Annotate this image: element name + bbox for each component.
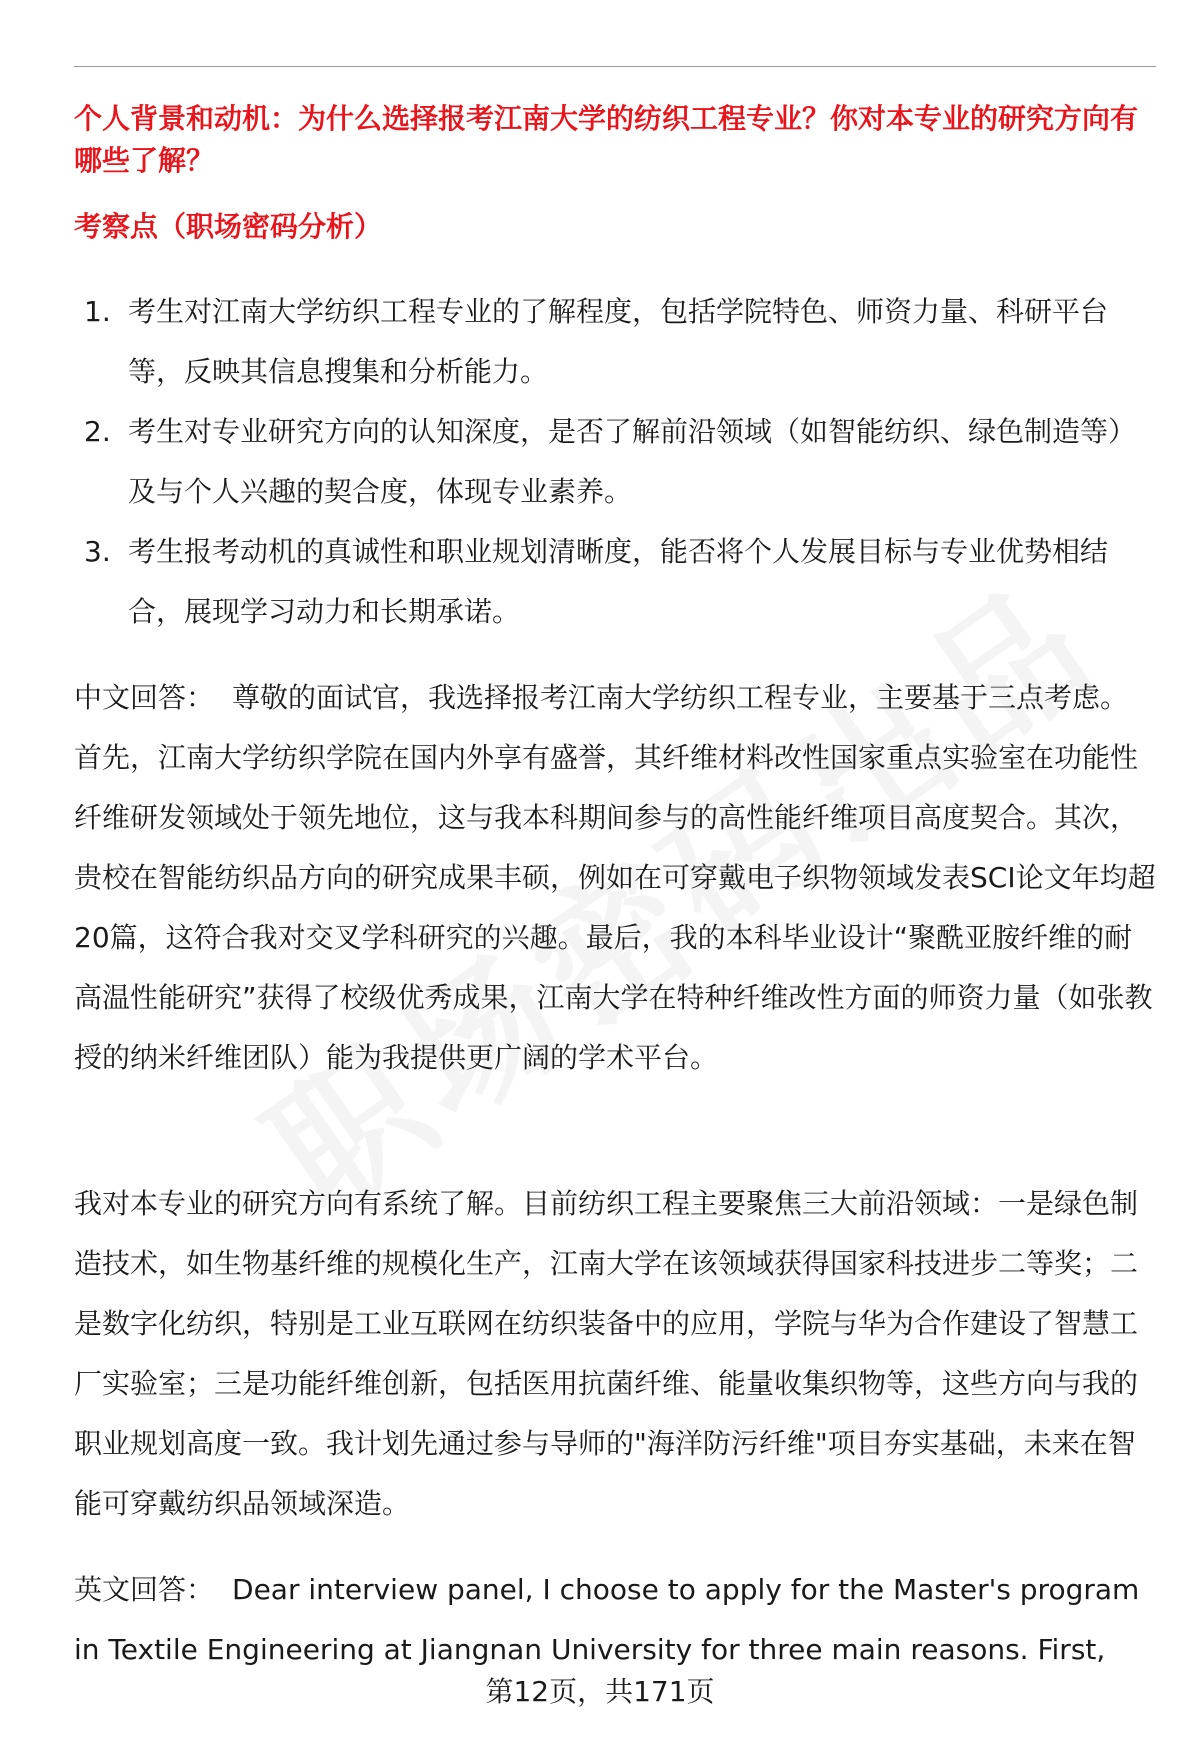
list-item-text: 考生对专业研究方向的认知深度，是否了解前沿领域（如智能纺织、绿色制造等）及与个人兴趣的契合度，体现专业素养。 — [128, 415, 1137, 508]
english-answer-label: 英文回答： — [74, 1573, 215, 1606]
list-item-text: 考生对江南大学纺织工程专业的了解程度，包括学院特色、师资力量、科研平台等，反映其信息搜集和分析能力。 — [128, 295, 1109, 388]
page-number-footer: 第12页，共171页 — [485, 1675, 715, 1708]
list-item-number: 3. — [84, 535, 111, 568]
list-item — [74, 282, 1156, 402]
section-label: 考察点（职场密码分析） — [74, 210, 383, 243]
english-answer-paragraph — [74, 1560, 1156, 1680]
chinese-answer-paragraph — [74, 668, 1156, 1088]
list-item — [74, 522, 1156, 642]
list-item-number: 2. — [84, 415, 111, 448]
question-heading: 个人背景和动机：为什么选择报考江南大学的纺织工程专业？你对本专业的研究方向有哪些了解？ — [74, 102, 1139, 177]
assessment-points-list — [74, 282, 1156, 642]
chinese-answer-label: 中文回答： — [74, 681, 215, 714]
header-divider — [74, 66, 1156, 67]
chinese-answer-text: 尊敬的面试官，我选择报考江南大学纺织工程专业，主要基于三点考虑。首先，江南大学纺织学院在国内外享有盛誉，其纤维材料改性国家重点实验室在功能性纤维研发领域处于领先地位，这与我本科期间参与的高性能纤维项目高度契合。其次，贵校在智能纺织品方向的研究成果丰硕，例如在可穿戴电子织物领域发表SCI论文年均超20篇，这符合我对交叉学科研究的兴趣。最后，我的本科毕业设计“聚酰亚胺纤维的耐高温性能研究”获得了校级优秀成果，江南大学在特种纤维改性方面的师资力量（如张教授的纳米纤维团队）能为我提供更广阔的学术平台。 — [74, 681, 1156, 1074]
list-item-number: 1. — [84, 295, 111, 328]
list-item-text: 考生报考动机的真诚性和职业规划清晰度，能否将个人发展目标与专业优势相结合，展现学习动力和长期承诺。 — [128, 535, 1109, 628]
english-answer-text: Dear interview panel, I choose to apply for the Master's program in Textile Engineering at Jiangnan University for three main reasons. First, — [74, 1573, 1140, 1666]
research-directions-paragraph: 我对本专业的研究方向有系统了解。目前纺织工程主要聚焦三大前沿领域：一是绿色制造技术，如生物基纤维的规模化生产，江南大学在该领域获得国家科技进步二等奖；二是数字化纺织，特别是工业互联网在纺织装备中的应用，学院与华为合作建设了智慧工厂实验室；三是功能纤维创新，包括医用抗菌纤维、能量收集织物等，这些方向与我的职业规划高度一致。我计划先通过参与导师的"海洋防污纤维"项目夯实基础，未来在智能可穿戴纺织品领域深造。 — [74, 1187, 1139, 1520]
list-item — [74, 402, 1156, 522]
